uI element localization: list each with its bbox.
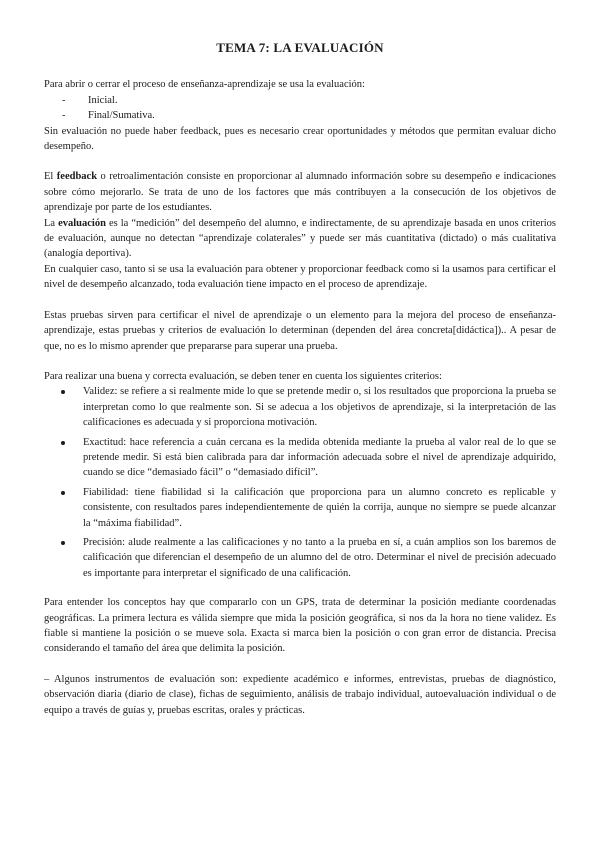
en-cualquier-caso-paragraph: En cualquier caso, tanto si se usa la evaluación para obtener y proporcionar feedback como si la usamos para certificar el nivel de desempeño alcanzado, toda evaluación tiene impacto en el proceso de aprendizaje. (44, 263, 556, 291)
instrumentos-paragraph: – Algunos instrumentos de evaluación son: expediente académico e informes, entrevistas, pruebas de diagnóstico, observación diaria (diario de clase), fichas de seguimiento, análisis de trabajo individual, autoevaluación individual o de equipo a través de guías y, pruebas escritas, orales y prácticas. (44, 673, 556, 716)
feedback-term: feedback (56, 171, 98, 183)
gps-paragraph: Para entender los conceptos hay que compararlo con un GPS, trata de determinar la posición mediante coordenadas geográficas. La primera lectura es válida siempre que mida la posición geográfica, si nos da la hora no tiene validez. Es fiable si mantiene la posición o se mueve sola. Exacta si marca bien la posición o con gran error de distancia. Precisa considerando el tamaño del área que delimita la posición. (44, 597, 556, 655)
list-item: - Final/Sumativa. (44, 108, 556, 123)
criterios-list (44, 384, 556, 581)
evaluation-types-list (44, 93, 556, 124)
criterio-fiabilidad: Fiabilidad: tiene fiabilidad si la calificación que proporciona para un alumno concreto es replicable y consistente, con resultados pares independientemente de quién la corrija, aunque no siempre se puede alcanzar la “máxima fiabilidad”. (44, 485, 556, 531)
criterios-intro-paragraph: Para realizar una buena y correcta evaluación, se deben tener en cuenta los siguientes criterios: (44, 370, 442, 382)
no-feedback-paragraph: Sin evaluación no puede haber feedback, pues es necesario crear oportunidades y métodos que permitan evaluar dicho desempeño. (44, 125, 556, 153)
criterio-validez: Validez: se refiere a si realmente mide lo que se pretende medir o, si los resultados que proporciona la prueba se interpretan como lo que realmente son. Si se adecua a los objetivos de aprendizaje, si la interpretación de las calificaciones es adecuada y si proporciona motivación. (44, 384, 556, 430)
page-title: TEMA 7: LA EVALUACIÓN (216, 40, 384, 55)
feedback-pre: El (44, 171, 57, 183)
criterio-exactitud: Exactitud: hace referencia a cuán cercana es la medida obtenida mediante la prueba al valor real de lo que se pretende medir. Si está bien calibrada para dar información adecuada sobre el nivel de aprendizaje adquirido, cuando se dice “demasiado fácil” o “demasiado difícil”. (44, 435, 556, 481)
criterio-precision: Precisión: alude realmente a las calificaciones y no tanto a la prueba en sí, a cuán amplios son los baremos de calificación que diferencian el desempeño de un alumno del de otro. Determinar el nivel de precisión adecuado es importante para interpretar el significado de una calificación. (44, 535, 556, 581)
evaluacion-paragraph (44, 216, 556, 262)
feedback-definition: o retroalimentación consiste en proporcionar al alumnado información sobre su desempeño e indicaciones sobre cómo mejorarlo. Se trata de uno de los factores que más contribuyen a la consecución de los objetivos de aprendizaje por parte de los estudiantes. (44, 171, 556, 214)
pruebas-paragraph: Estas pruebas sirven para certificar el nivel de aprendizaje o un elemento para la mejora del proceso de enseñanza-aprendizaje, estas pruebas y criterios de evaluación lo determinan (dependen del área concreta[didáctica]).. A pesar de que, no es lo mismo aprender que prepararse para superar una prueba. (44, 309, 556, 352)
evaluacion-pre: La (44, 217, 59, 229)
intro-paragraph: Para abrir o cerrar el proceso de enseñanza-aprendizaje se usa la evaluación: (44, 79, 365, 91)
list-item: - Inicial. (44, 93, 556, 108)
evaluacion-term: evaluación (58, 217, 106, 229)
feedback-paragraph (44, 169, 556, 215)
evaluacion-definition: es la “medición” del desempeño del alumno, e indirectamente, de su aprendizaje basada en unos criterios de evaluación, aunque no detectan “aprendizaje colaterales” y puede ser más cuantitativa (dictado) o más cualitativa (analogía deportiva). (44, 217, 556, 260)
